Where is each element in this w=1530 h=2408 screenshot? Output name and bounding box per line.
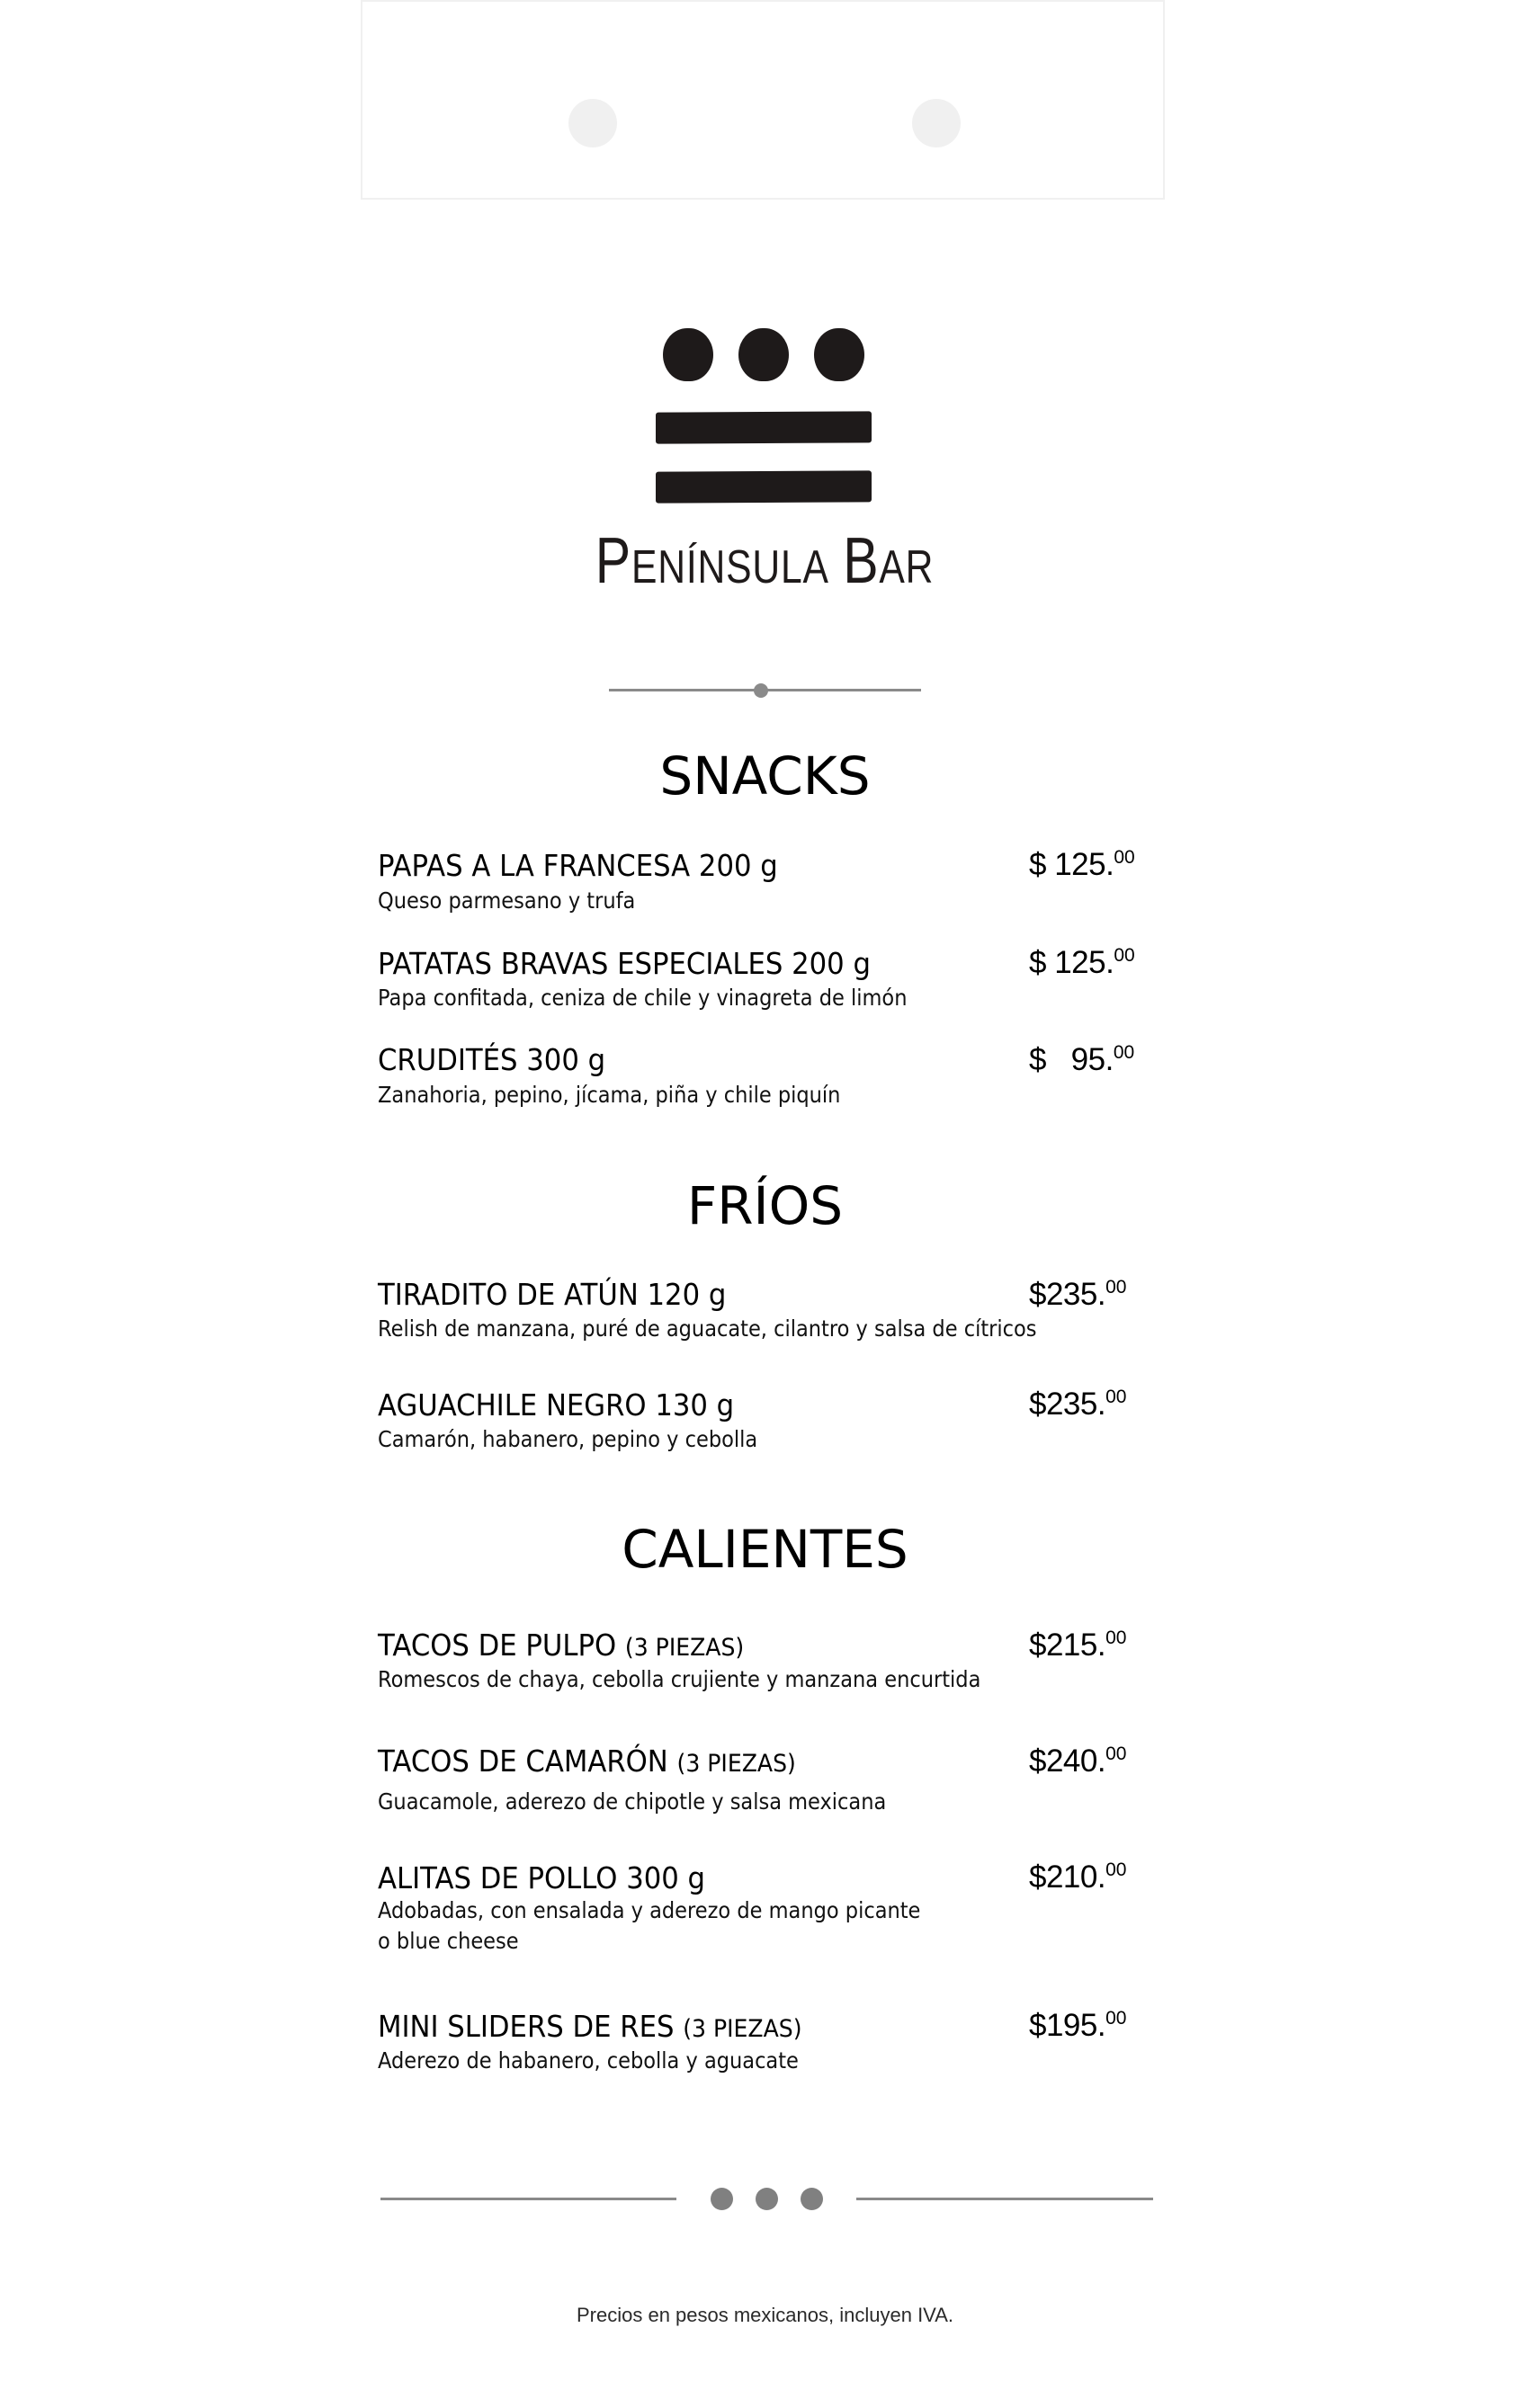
ornament-dot-icon [711,2188,733,2210]
item-price: $195.00 [1029,2008,1127,2043]
item-price: $ 95.00 [1029,1042,1135,1077]
item-quantity: (3 PIEZAS) [676,1750,796,1778]
item-price: $ 125.00 [1029,945,1135,980]
item-name: PAPAS A LA FRANCESA 200 g [378,848,778,883]
item-description-line2: o blue cheese [378,1928,519,1954]
item-price: $235.00 [1029,1387,1127,1422]
item-description: Papa confitada, ceniza de chile y vinagreta de limón [378,985,908,1011]
item-name: TACOS DE CAMARÓN (3 PIEZAS) [378,1744,796,1779]
logo-dot-icon [663,328,713,381]
item-description: Camarón, habanero, pepino y cebolla [378,1426,758,1452]
item-price: $ 125.00 [1029,847,1135,882]
item-description: Queso parmesano y trufa [378,887,636,914]
item-price: $210.00 [1029,1860,1127,1895]
item-description: Romescos de chaya, cebolla crujiente y manzana encurtida [378,1666,981,1692]
item-price: $235.00 [1029,1277,1127,1312]
item-price: $240.00 [1029,1744,1127,1779]
brand-name: PENÍNSULA BAR [595,525,935,597]
item-description: Relish de manzana, puré de aguacate, cilantro y salsa de cítricos [378,1315,1037,1342]
logo-bar-icon [656,470,872,503]
item-name: CRUDITÉS 300 g [378,1042,606,1077]
brand-logo [0,0,1530,629]
logo-dot-icon [738,328,789,381]
divider-dot-icon [754,683,768,698]
item-quantity: (3 PIEZAS) [624,1634,745,1662]
item-description: Guacamole, aderezo de chipotle y salsa mexicana [378,1788,887,1815]
ornament-dot-icon [801,2188,823,2210]
ornament-dot-icon [756,2188,778,2210]
item-name: AGUACHILE NEGRO 130 g [378,1387,735,1423]
item-description: Zanahoria, pepino, jícama, piña y chile piquín [378,1082,841,1108]
item-description: Adobadas, con ensalada y aderezo de mango picante [378,1897,921,1923]
item-quantity: (3 PIEZAS) [683,2015,802,2043]
logo-bar-icon [656,411,872,443]
item-name: PATATAS BRAVAS ESPECIALES 200 g [378,946,871,981]
section-title-calientes: CALIENTES [622,1519,908,1580]
item-name: MINI SLIDERS DE RES (3 PIEZAS) [378,2009,802,2044]
section-title-snacks: SNACKS [659,745,871,807]
item-name: ALITAS DE POLLO 300 g [378,1860,706,1895]
item-price: $215.00 [1029,1628,1127,1663]
item-description: Aderezo de habanero, cebolla y aguacate [378,2047,799,2074]
item-name: TIRADITO DE ATÚN 120 g [378,1277,727,1312]
divider-line [380,2198,676,2200]
section-title-frios: FRÍOS [686,1175,844,1236]
logo-dot-icon [814,328,864,381]
divider-line [856,2198,1153,2200]
item-name: TACOS DE PULPO (3 PIEZAS) [378,1628,745,1663]
footer-note: Precios en pesos mexicanos, incluyen IVA. [576,2304,954,2326]
